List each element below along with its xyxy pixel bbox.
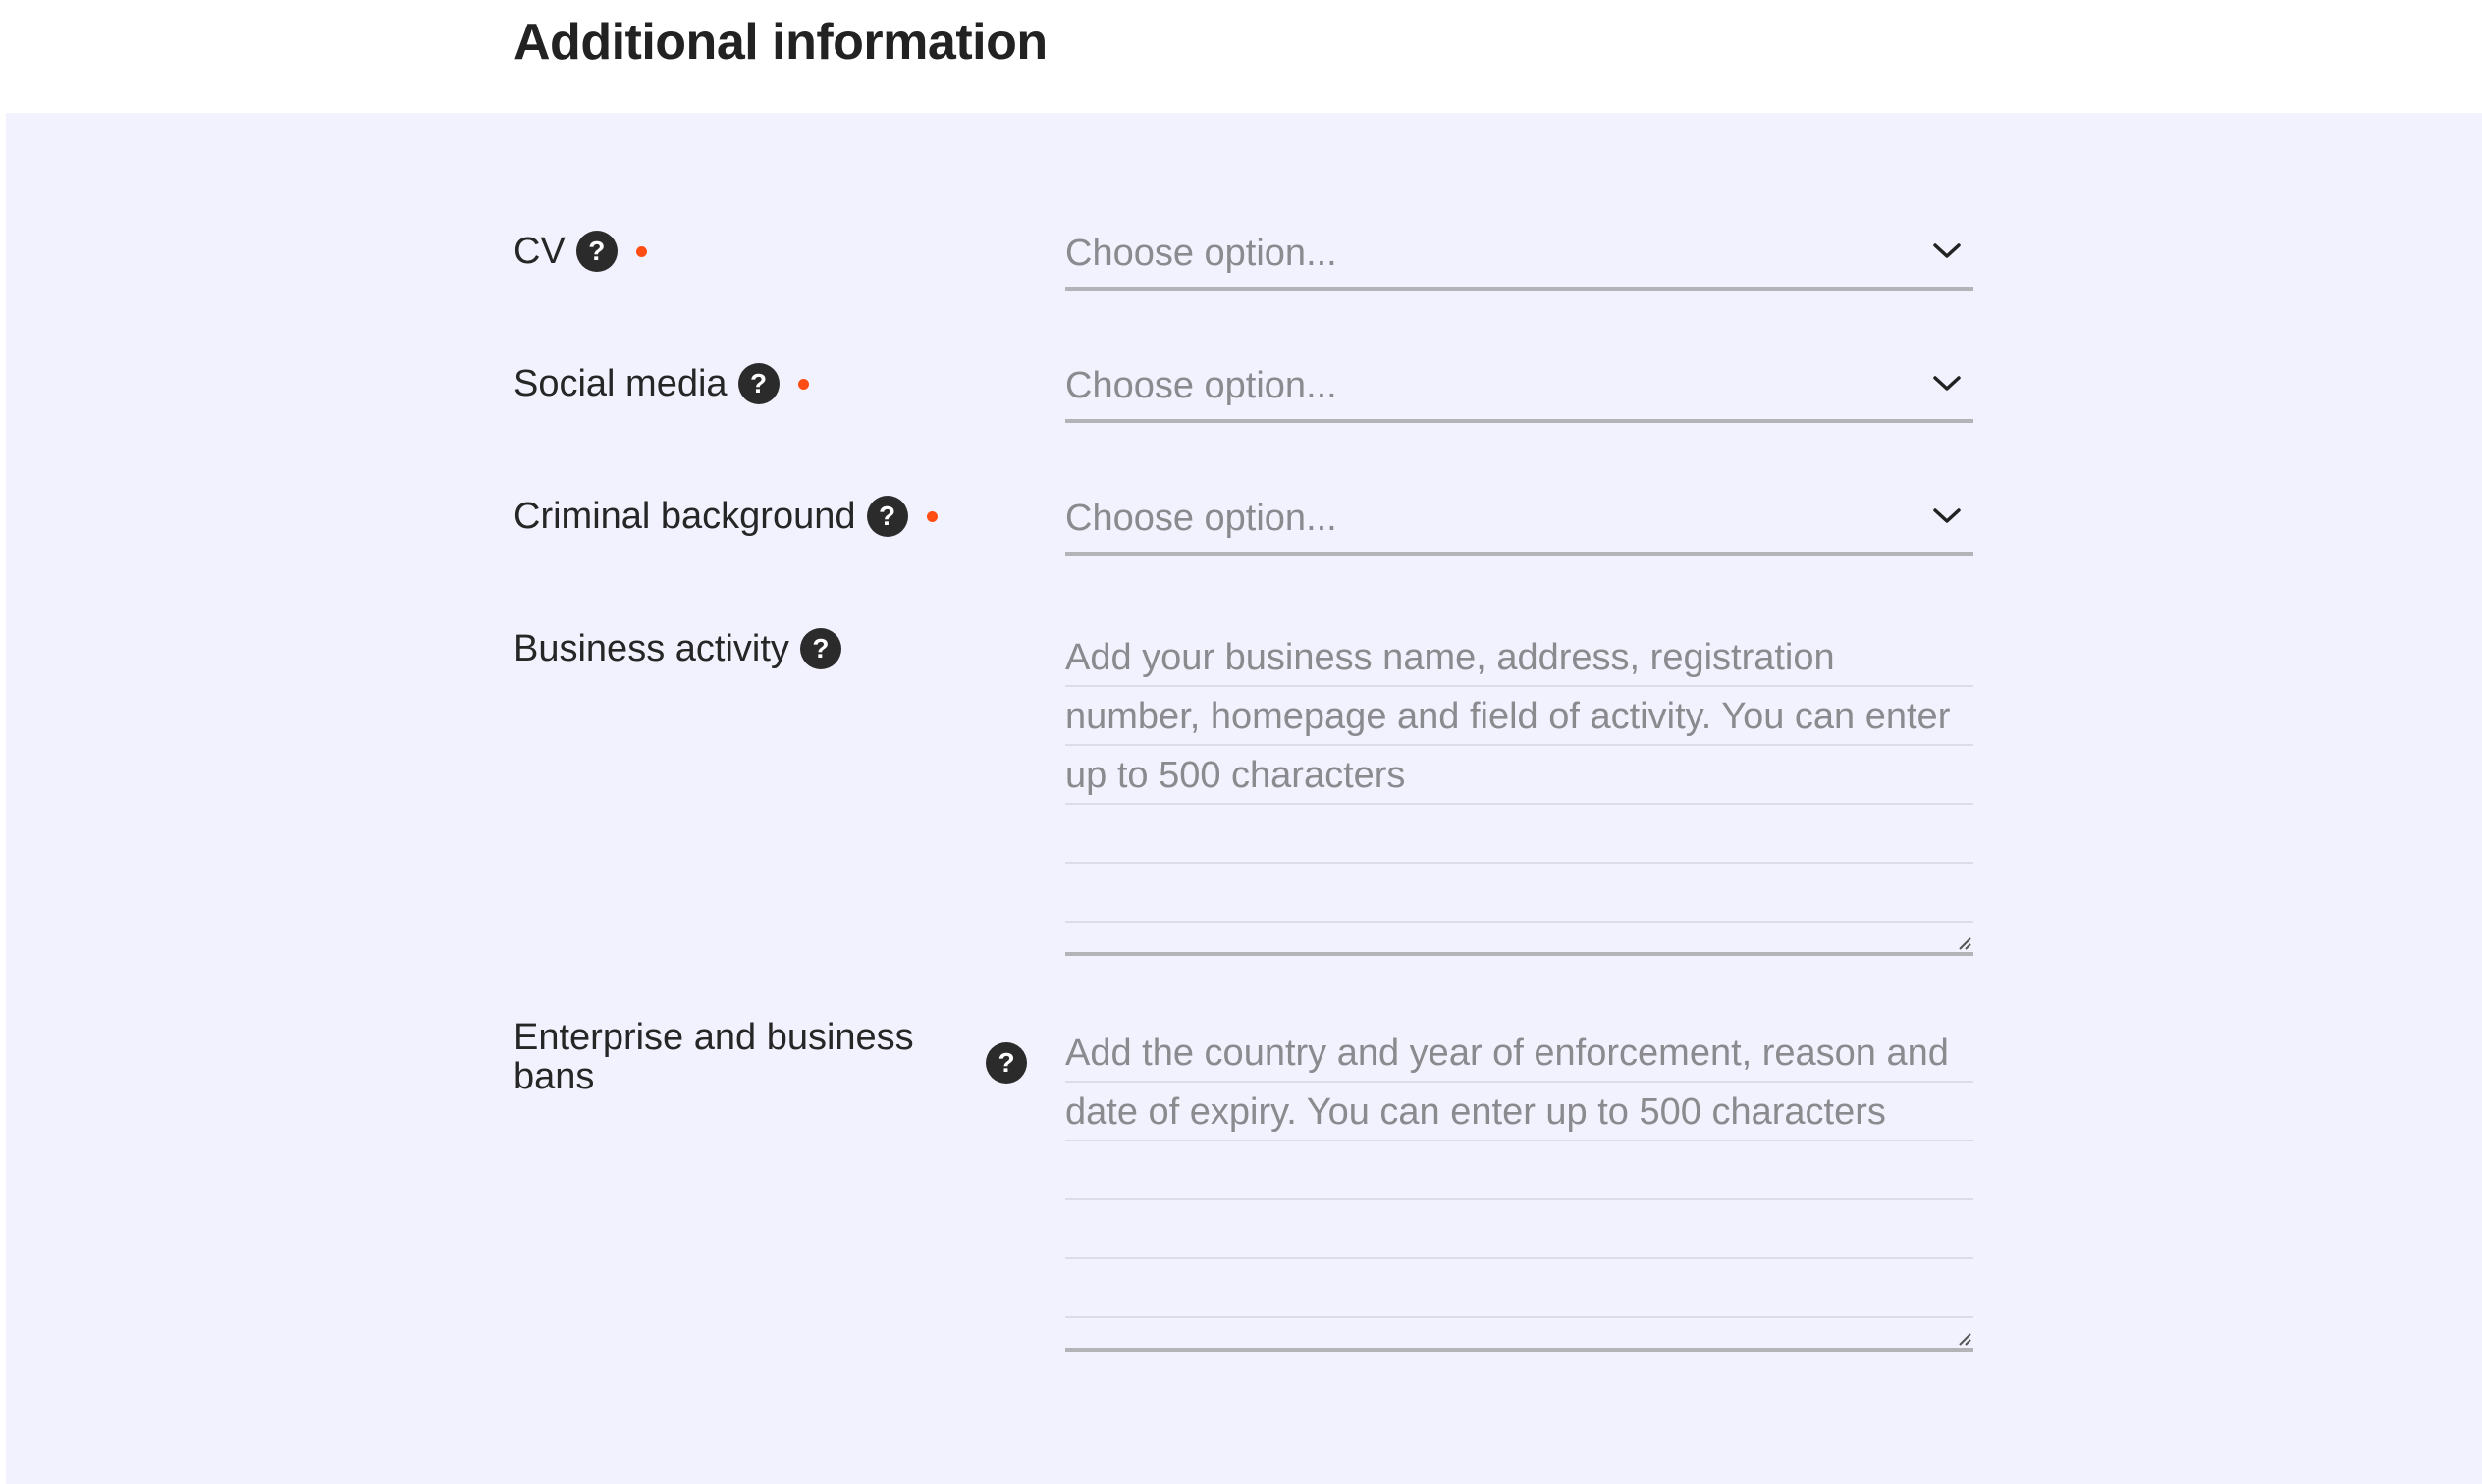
- social-media-select-placeholder: Choose option...: [1065, 365, 1337, 406]
- page-title: Additional information: [513, 14, 1048, 71]
- social-media-select[interactable]: [1065, 358, 1973, 423]
- business-activity-textarea[interactable]: [1065, 628, 1973, 956]
- cv-label-row: [513, 231, 647, 272]
- criminal-background-help-icon[interactable]: ?: [867, 496, 908, 537]
- enterprise-bans-label: Enterprise and business bans: [513, 1017, 914, 1097]
- social-media-help-icon[interactable]: ?: [738, 363, 780, 404]
- enterprise-bans-placeholder: Add the country and year of enforcement, reason and date of expiry. You can enter up to 500 characters: [1065, 1033, 1949, 1133]
- business-activity-label: Business activity: [513, 628, 789, 669]
- cv-required-indicator: [636, 246, 647, 257]
- chevron-down-icon: [1932, 374, 1962, 394]
- cv-select-placeholder: Choose option...: [1065, 233, 1337, 274]
- business-activity-label-row: [513, 628, 841, 669]
- chevron-down-icon: [1932, 241, 1962, 261]
- criminal-background-select[interactable]: [1065, 491, 1973, 556]
- social-media-label: Social media: [513, 363, 728, 404]
- resize-handle-icon[interactable]: [1956, 1330, 1971, 1346]
- criminal-background-label-row: [513, 496, 938, 537]
- business-activity-placeholder: Add your business name, address, registration number, homepage and field of activity. You can enter up to 500 characters: [1065, 637, 1951, 796]
- criminal-background-select-placeholder: Choose option...: [1065, 498, 1337, 539]
- resize-handle-icon[interactable]: [1956, 934, 1971, 950]
- chevron-down-icon: [1932, 506, 1962, 526]
- cv-help-icon[interactable]: ?: [576, 231, 618, 272]
- social-media-required-indicator: [798, 379, 809, 390]
- cv-select[interactable]: [1065, 226, 1973, 291]
- enterprise-bans-help-icon[interactable]: ?: [986, 1042, 1027, 1084]
- criminal-background-label: Criminal background: [513, 496, 856, 537]
- social-media-label-row: [513, 363, 809, 404]
- criminal-background-required-indicator: [927, 511, 938, 522]
- enterprise-bans-textarea[interactable]: [1065, 1024, 1973, 1352]
- cv-label: CV: [513, 231, 566, 272]
- business-activity-help-icon[interactable]: ?: [800, 628, 841, 669]
